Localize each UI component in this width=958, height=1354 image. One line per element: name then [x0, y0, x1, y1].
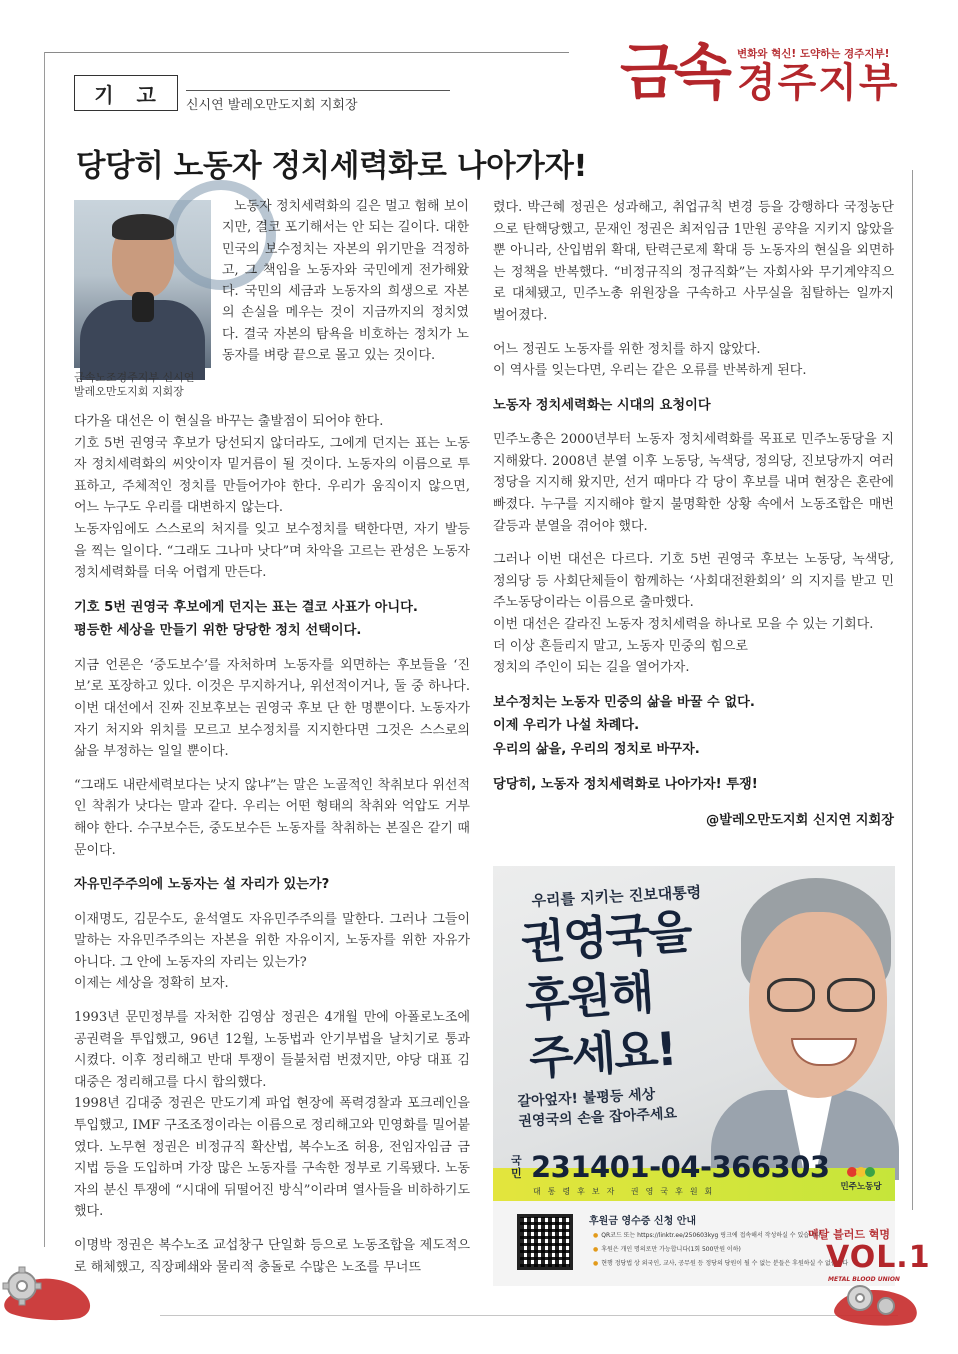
account-holder: 대통령후보자 권영국후원회 — [533, 1187, 720, 1196]
paragraph: 어느 정권도 노동자를 위한 정치를 하지 않았다. — [493, 341, 761, 357]
paragraph: 더 이상 흔들리지 말고, 노동자 민중의 힘으로 — [493, 638, 748, 654]
spacer — [74, 995, 470, 1007]
receipt-info-text: 후원은 개인 명의로만 가능합니다(1회 500만원 이하) — [601, 1246, 741, 1253]
paragraph: 이재명도, 김문수도, 윤석열도 자유민주주의를 말한다. 그러나 그들이 말하는 자유민주주의는 자본을 위한 자유이지, 노동자를 위한 자유가 아니다. 그 안에 노동자의 자리는 있는가? — [74, 911, 470, 970]
volume-number: VOL.1 — [826, 1240, 931, 1275]
party-name: 민주노동당 — [840, 1182, 882, 1192]
left-column — [74, 411, 470, 1278]
paragraph: 이명박 정권은 복수노조 교섭창구 단일화 등으로 노동조합을 제도적으로 해체했고, 직장폐쇄와 물리적 충돌로 수많은 노조를 무너뜨 — [74, 1237, 470, 1275]
ad-message — [517, 1084, 677, 1132]
microphone-icon — [132, 292, 154, 322]
subheading: 평등한 세상을 만들기 위한 당당한 정치 선택이다. — [74, 623, 362, 639]
bullet-icon: ● — [593, 1246, 599, 1253]
spacer — [74, 1223, 470, 1235]
glasses-icon — [827, 978, 875, 1012]
spacer — [493, 382, 894, 394]
paragraph: 1998년 김대중 정권은 만도기계 파업 현장에 폭력경찰과 포크레인을 투입했고, IMF 구조조정이라는 이름으로 정리해고와 민영화를 밀어붙였다. 노무현 정권은 비정규직 확산법, 복수노조 허용, 전임자임금 금지법 등을 도입하며 가장 많은 노동자를 구속한 정부로 기록됐다. 노동자의 분신 투쟁에 “시대에 뒤떨어진 방식”이라며 열사들을 비하하기도 했다. — [74, 1096, 470, 1220]
paragraph: 민주노총은 2000년부터 노동자 정치세력화를 목표로 민주노동당을 지지해왔다. 2008년 분열 이후 노동당, 녹색당, 정의당, 진보당까지 여러 정당을 지지해 왔지만, 선거 때마다 각 당이 후보를 내며 현장은 혼란에 빠졌다. 누구를 지지해야 할지 불명확한 상황 속에서 노동조합은 매번 갈등과 분열을 겪어야 했다. — [493, 432, 894, 534]
spacer — [74, 861, 470, 873]
bullet-icon: ● — [593, 1232, 599, 1239]
paragraph: 렸다. 박근혜 정권은 성과해고, 취업규칙 변경 등을 강행하다 국정농단으로 탄핵당했고, 문재인 정권은 최저임금 1만원 공약을 지키지 않았을 뿐 아니라, 산입범위 확대, 탄력근로제 확대 등 노동자의 현실을 외면하는 정책을 반복했다. “비정규직의 정규직화”는 자회사와 무기계약직으로 대체됐고, 민주노총 위원장을 구속하고 사무실을 침탈하는 일까지 벌어졌다. — [493, 200, 894, 323]
qr-code-icon[interactable] — [517, 1214, 573, 1270]
paragraph: 기호 5번 권영국 후보가 당선되지 않더라도, 그에게 던지는 표는 노동자 정치세력화의 씨앗이자 밑거름이 될 것이다. 노동자의 이름으로 투표하고, 주체적인 정치를 만들어가야 한다. 우리가 움직이지 않으면, 어느 누구도 우리를 대변하지 않는다. — [74, 435, 470, 516]
byline: 신시연 발레오만도지회 지회장 — [186, 98, 358, 113]
receipt-info-text: QR코드 또는 https://linktr.ee/250603kyg 링크에 접속해서 작성하실 수 있습니다 — [601, 1232, 821, 1239]
ad-message-line: 권영국의 손을 잡아주세요 — [518, 1105, 678, 1130]
ad-headline — [519, 902, 700, 1087]
headline: 당당히 노동자 정치세력화로 나아가자! — [76, 149, 588, 184]
receipt-info-line — [593, 1230, 823, 1239]
intro-text: 노동자 정치세력화의 길은 멀고 험해 보이지만, 결코 포기해서는 안 되는 길이다. 대한민국의 보수정치는 자본의 위기만을 걱정하고, 그 책임을 노동자와 국민에게 전가해왔다. 국민의 세금과 노동자의 희생으로 자본의 손실을 메우는 것이 지금까지의 정치였다. 결국 자본의 탐욕을 비호하는 정치가 노동자를 벼랑 끝으로 몰고 있는 것이다. — [222, 199, 469, 364]
right-column — [493, 197, 894, 832]
bank-name: 국민 — [511, 1154, 522, 1180]
glasses-icon — [767, 978, 815, 1012]
signature: @발레오만도지회 신지연 지회장 — [706, 812, 894, 828]
byline-rule — [186, 90, 450, 91]
bottom-rule — [160, 1315, 898, 1316]
top-rule — [44, 52, 569, 53]
subheading: 기호 5번 권영국 후보에게 던지는 표는 결코 사표가 아니다. — [74, 599, 418, 615]
candidate-portrait — [711, 878, 899, 1168]
intro-paragraph — [222, 196, 469, 366]
ad-tagline: 우리를 지키는 진보대통령 — [531, 883, 702, 910]
paragraph: 다가올 대선은 이 현실을 바꾸는 출발점이 되어야 한다. — [74, 414, 384, 429]
masthead — [620, 40, 920, 110]
ad-headline-line: 권영국을 — [519, 904, 693, 970]
ad-headline-line: 후원해 — [523, 964, 654, 1028]
bullet-icon: ● — [593, 1260, 599, 1267]
ad-headline-line: 주세요! — [527, 1021, 677, 1086]
donation-ad — [493, 866, 895, 1286]
party-logo-icon — [846, 1166, 876, 1178]
receipt-info-text: 현행 정당법 상 외국인, 교사, 공무원 등 정당의 당원이 될 수 없는 분들은 후원하실 수 없습니다 — [601, 1260, 849, 1267]
subheading: 우리의 삶을, 우리의 정치로 바꾸자. — [493, 741, 700, 757]
spacer — [493, 417, 894, 429]
spacer — [74, 897, 470, 909]
paragraph: 그러나 이번 대선은 다르다. 기호 5번 권영국 후보는 노동당, 녹색당, 정의당 등 사회단체들이 함께하는 ‘사회대전환회의’ 의 지지를 받고 민주노동당이라는 이름으로 출마했다. — [493, 552, 894, 611]
ad-message-line: 갈아엎자! 불평등 세상 — [517, 1086, 656, 1110]
paragraph: 이제는 세상을 정확히 보자. — [74, 976, 229, 992]
receipt-info-title: 후원금 영수증 신청 안내 — [589, 1216, 697, 1227]
left-rule — [44, 52, 45, 1247]
masthead-slogan: 변화와 혁신! 도약하는 경주지부! — [737, 48, 890, 60]
paragraph: 1993년 문민정부를 자처한 김영삼 정권은 4개월 만에 아폴로노조에 공권력을 투입했고, 96년 12월, 노동법과 안기부법을 날치기로 통과시켰다. 이후 정리해고 반대 투쟁이 들불처럼 번졌지만, 야당 대표 김대중은 정리해고를 다시 합의했다. — [74, 1009, 470, 1090]
spacer — [493, 679, 894, 691]
spacer — [493, 327, 894, 339]
paragraph: 이 역사를 잊는다면, 우리는 같은 오류를 반복하게 된다. — [493, 363, 807, 379]
photo-hair — [112, 214, 174, 240]
spacer — [493, 761, 894, 773]
paragraph: 노동자임에도 스스로의 처지를 잊고 보수정치를 택한다면, 자기 발등을 찍는 일이다. “그래도 그나마 낫다”며 차악을 고르는 관성은 노동자 정치세력화를 더욱 어렵게 만든다. — [74, 521, 470, 581]
gear-splash-icon — [832, 1276, 924, 1326]
photo-caption-line: 금속노조경주지부 신시연 — [74, 371, 195, 384]
gear-splash-icon — [0, 1256, 100, 1320]
paragraph: 정치의 주인이 되는 길을 열어가자. — [493, 660, 690, 676]
masthead-subtitle: 경주지부 — [737, 60, 900, 106]
volume-title: 메탈 블러드 혁명 — [808, 1228, 891, 1241]
subheading: 보수정치는 노동자 민중의 삶을 바꿀 수 없다. — [493, 694, 755, 710]
subheading: 노동자 정치세력화는 시대의 요청이다 — [493, 397, 711, 413]
subheading: 자유민주주의에 노동자는 설 자리가 있는가? — [74, 877, 330, 893]
masthead-title: 금속 — [620, 38, 728, 108]
volume-subtitle: METAL BLOOD UNION — [828, 1276, 900, 1283]
spacer — [74, 584, 470, 596]
account-number: 231401-04-366303 — [531, 1150, 830, 1184]
receipt-info-line — [593, 1244, 823, 1253]
right-rule — [912, 170, 913, 1210]
paragraph: “그래도 내란세력보다는 낫지 않냐”는 말은 노골적인 착취보다 위선적인 착취가 낫다는 말과 같다. 우리는 어떤 형태의 착취와 억압도 거부해야 한다. 수구보수든, 중도보수든 노동자를 착취하는 본질은 같기 때문이다. — [74, 777, 470, 858]
photo-caption-line: 발레오만도지회 지회장 — [74, 385, 184, 398]
party-logo — [833, 1166, 889, 1192]
spacer — [74, 763, 470, 775]
subheading: 당당히, 노동자 정치세력화로 나아가자! 투쟁! — [493, 777, 758, 793]
spacer — [493, 797, 894, 809]
photo-caption — [74, 371, 194, 399]
spacer — [493, 537, 894, 549]
spacer — [74, 643, 470, 655]
section-label: 기 고 — [74, 75, 178, 111]
subheading: 이제 우리가 나설 차례다. — [493, 718, 640, 734]
paragraph: 지금 언론은 ‘중도보수’를 자처하며 노동자를 외면하는 후보들을 ‘진보’로 포장하고 있다. 이것은 무지하거나, 위선적이거나, 둘 중 하나다. 이번 대선에서 진짜 진보후보는 권영국 후보 단 한 명뿐이다. 노동자가 자기 처지와 위치를 모르고 보수정치를 지지한다면 그것은 스스로의 삶을 부정하는 일일 뿐이다. — [74, 657, 470, 760]
author-photo — [74, 200, 211, 368]
receipt-info-line — [593, 1258, 849, 1267]
paragraph: 이번 대선은 갈라진 노동자 정치세력을 하나로 모을 수 있는 기회다. — [493, 617, 874, 632]
